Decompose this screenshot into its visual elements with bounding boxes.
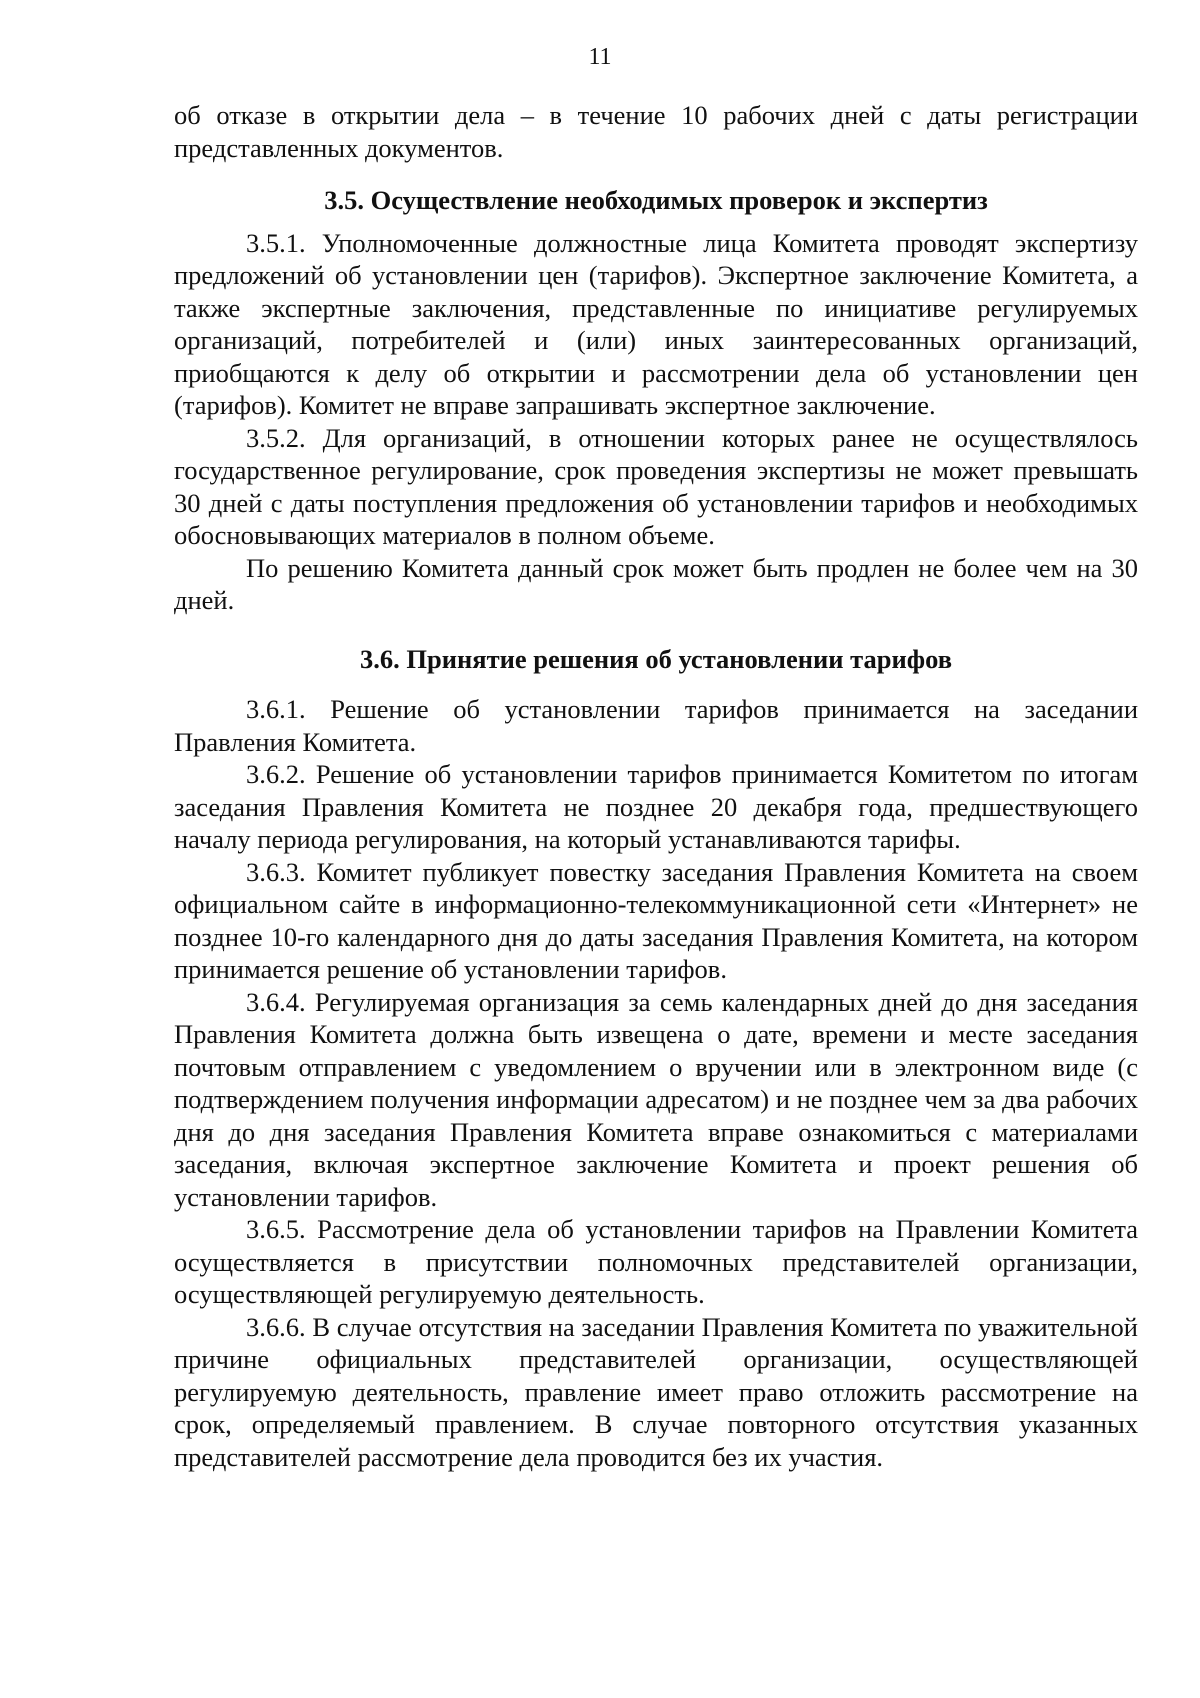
- paragraph-3-6-5: 3.6.5. Рассмотрение дела об установлении тарифов на Правлении Комитета осуществляется в присутствии полномочных представителей организации, осуществляющей регулируемую деятельность.: [174, 1214, 1138, 1309]
- paragraph-3-6-4: 3.6.4. Регулируемая организация за семь календарных дней до дня заседания Правления Комитета должна быть извещена о дате, времени и месте заседания почтовым отправлением с уведомлением о вручении или в электронном виде (с подтверждением получения информации адресатом) и не позднее чем за два рабочих дня до дня заседания Правления Комитета вправе ознакомиться с материалами заседания, включая экспертное заключение Комитета и проект решения об установлении тарифов.: [174, 986, 1138, 1212]
- intro-paragraph: об отказе в открытии дела – в течение 10 рабочих дней с даты регистрации представленных документов.: [174, 100, 1138, 163]
- paragraph-3-5-1: 3.5.1. Уполномоченные должностные лица Комитета проводят экспертизу предложений об установлении цен (тарифов). Экспертное заключение Комитета, а также экспертные заключения, представленные по инициативе регулируемых организаций, потребителей и (или) иных заинтересованных организаций, приобщаются к делу об открытии и рассмотрении дела об установлении цен (тарифов). Комитет не вправе запрашивать экспертное заключение.: [174, 227, 1138, 420]
- paragraph-3-6-3: 3.6.3. Комитет публикует повестку заседания Правления Комитета на своем официальном сайте в информационно-телекоммуникационной сети «Интернет» не позднее 10-го календарного дня до даты заседания Правления Комитета, на котором принимается решение об установлении тарифов.: [174, 856, 1138, 984]
- section-3-5-heading: 3.5. Осуществление необходимых проверок и экспертиз: [324, 185, 988, 215]
- paragraph-3-6-1: 3.6.1. Решение об установлении тарифов принимается на заседании Правления Комитета.: [174, 694, 1138, 757]
- paragraph-3-6-2: 3.6.2. Решение об установлении тарифов принимается Комитетом по итогам заседания Правления Комитета не позднее 20 декабря года, предшествующего началу периода регулирования, на который устанавливаются тарифы.: [174, 759, 1138, 854]
- paragraph-3-5-2: 3.5.2. Для организаций, в отношении которых ранее не осуществлялось государственное регулирование, срок проведения экспертизы не может превышать 30 дней с даты поступления предложения об установлении тарифов и необходимых обосновывающих материалов в полном объеме.: [174, 422, 1138, 550]
- document-body: [174, 99, 1138, 1473]
- section-3-6-heading: 3.6. Принятие решения об установлении тарифов: [359, 643, 953, 674]
- paragraph-3-5-2-extension: По решению Комитета данный срок может быть продлен не более чем на 30 дней.: [174, 552, 1138, 615]
- paragraph-3-6-6: 3.6.6. В случае отсутствия на заседании Правления Комитета по уважительной причине официальных представителей организации, осуществляющей регулируемую деятельность, правление имеет право отложить рассмотрение на срок, определяемый правлением. В случае повторного отсутствия указанных представителей рассмотрение дела проводится без их участия.: [174, 1311, 1138, 1472]
- page-number: 11: [588, 44, 612, 70]
